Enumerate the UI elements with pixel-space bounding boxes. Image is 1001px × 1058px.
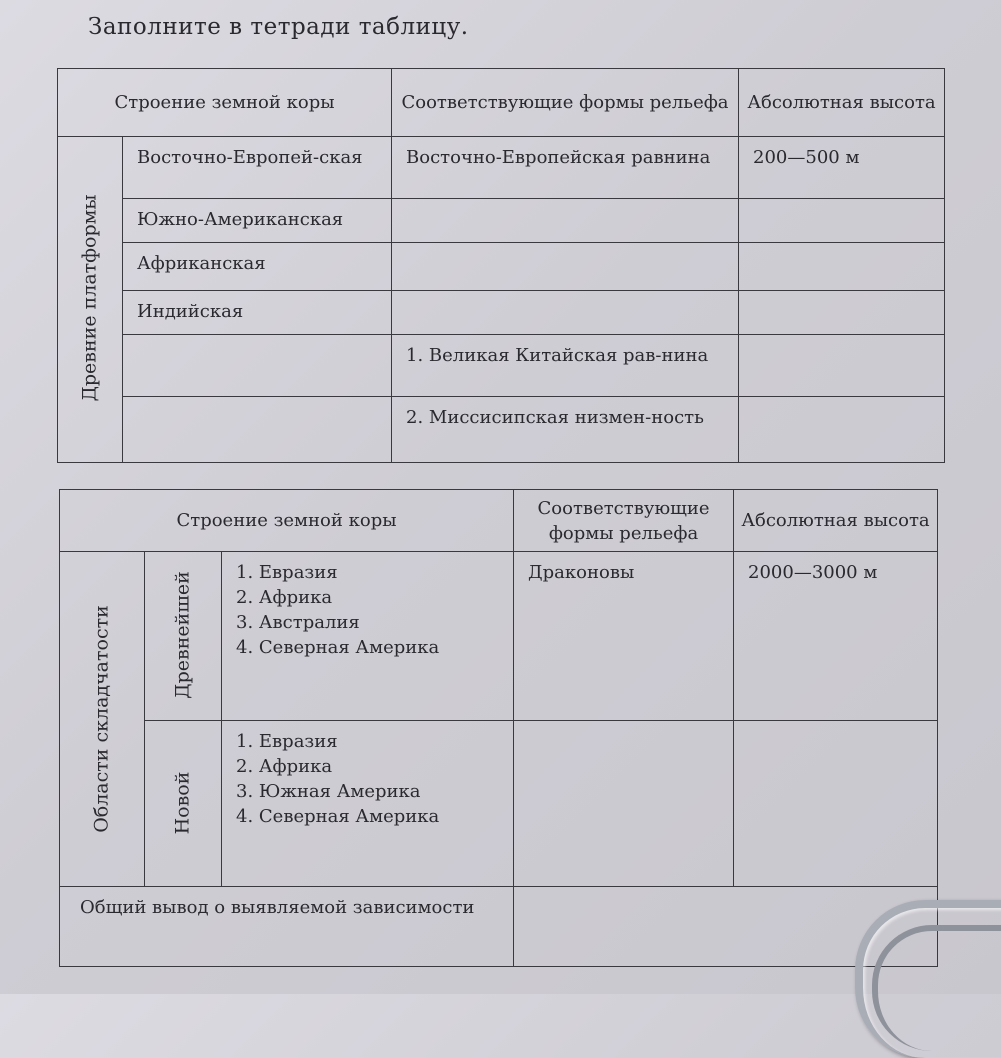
forms-cell <box>392 243 739 291</box>
header-forms: Соответствующие формы рельефа <box>392 69 739 137</box>
forms-cell: 1. Великая Китайская рав-нина <box>392 335 739 397</box>
subgroup-label-cell <box>145 552 222 721</box>
folding-table <box>59 489 938 967</box>
structure-cell: Восточно-Европей-ская <box>123 137 392 199</box>
height-cell <box>739 243 945 291</box>
height-cell <box>739 199 945 243</box>
forms-cell <box>514 720 734 887</box>
list-item: 2. Африка <box>236 755 333 777</box>
structure-cell: Южно-Американская <box>123 199 392 243</box>
list-item: 1. Евразия <box>236 730 338 752</box>
subgroup-label-cell <box>145 720 222 887</box>
binder-clip-inner <box>872 925 1001 1051</box>
header-forms: Соответствующие формы рельефа <box>514 490 734 552</box>
height-cell: 2000—3000 м <box>734 552 938 721</box>
structure-cell: Индийская <box>123 291 392 335</box>
list-item: 4. Северная Америка <box>236 805 440 827</box>
structure-cell <box>123 397 392 463</box>
list-item: 1. Евразия <box>236 562 338 583</box>
group-label-platforms: Древние платформы <box>78 194 101 402</box>
group-label-cell <box>60 552 145 887</box>
height-cell <box>739 291 945 335</box>
height-cell <box>739 335 945 397</box>
group-label-folding: Области складчатости <box>90 605 113 833</box>
regions-list-oldest <box>236 560 503 660</box>
forms-cell: 2. Миссисипская низмен-ность <box>392 397 739 463</box>
forms-cell <box>392 291 739 335</box>
subgroup-label-oldest: Древнейшей <box>171 571 194 699</box>
header-height: Абсолютная высота <box>739 69 945 137</box>
subgroup-label-new: Новой <box>171 771 194 834</box>
structure-cell: Африканская <box>123 243 392 291</box>
conclusion-label: Общий вывод о выявляемой зависимости <box>60 887 514 967</box>
height-cell <box>739 397 945 463</box>
list-item: 3. Южная Америка <box>236 780 421 802</box>
platforms-table <box>57 68 945 463</box>
height-cell: 200—500 м <box>739 137 945 199</box>
list-item: 4. Северная Америка <box>236 637 440 658</box>
structure-cell <box>123 335 392 397</box>
header-structure: Строение земной коры <box>60 490 514 552</box>
page-heading: Заполните в тетради таблицу. <box>88 14 469 40</box>
regions-cell <box>222 720 514 887</box>
header-height: Абсолютная высота <box>734 490 938 552</box>
regions-cell <box>222 552 514 721</box>
regions-list-new <box>236 729 503 829</box>
height-cell <box>734 720 938 887</box>
forms-cell: Восточно-Европейская равнина <box>392 137 739 199</box>
list-item: 3. Австралия <box>236 612 360 633</box>
header-structure: Строение земной коры <box>58 69 392 137</box>
forms-cell <box>392 199 739 243</box>
forms-cell: Драконовы <box>514 552 734 721</box>
group-label-cell <box>58 137 123 463</box>
list-item: 2. Африка <box>236 587 333 608</box>
